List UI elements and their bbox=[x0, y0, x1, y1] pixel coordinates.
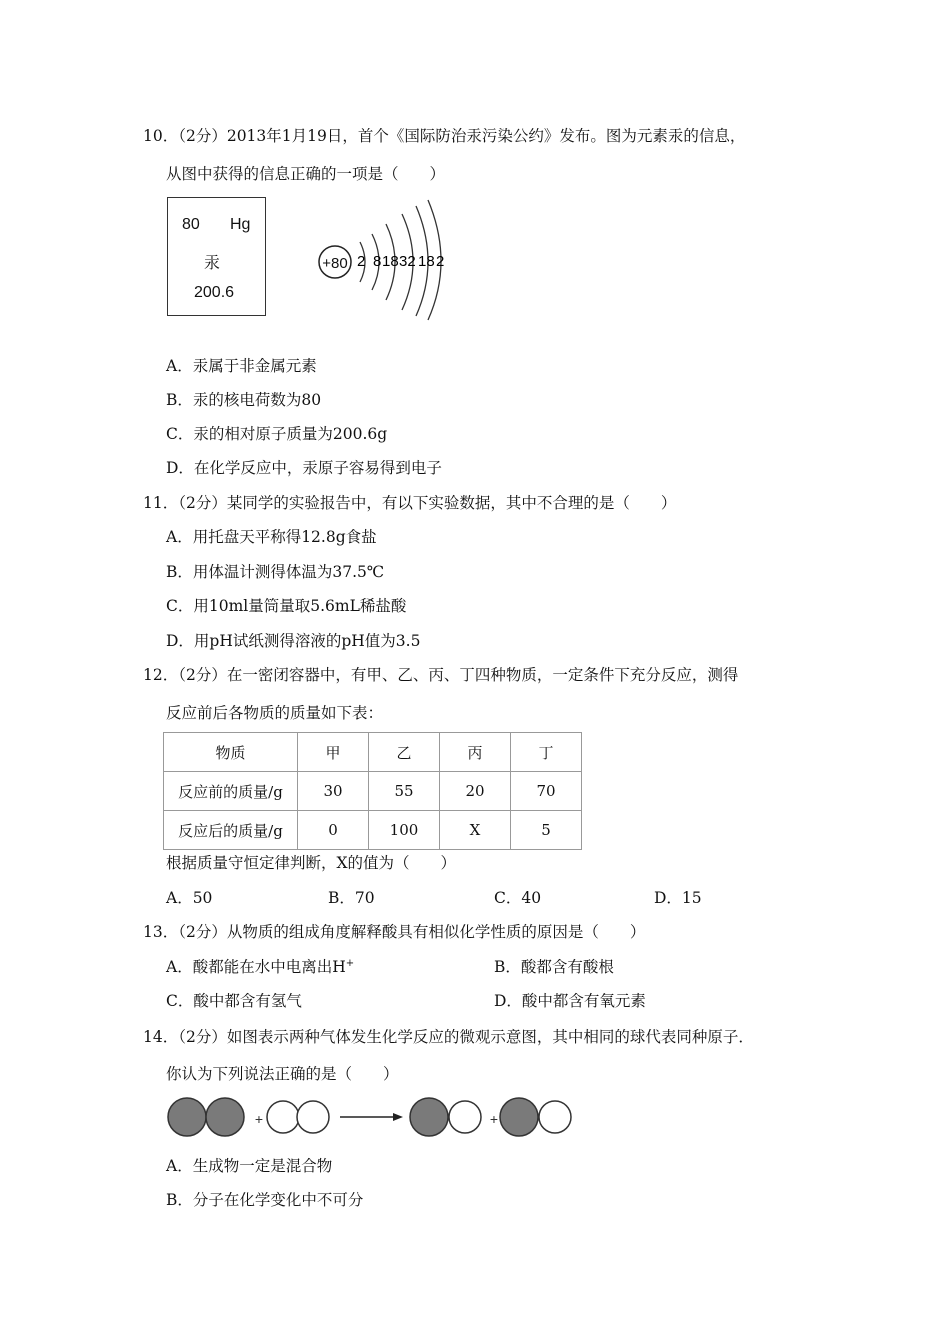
dark-atom bbox=[168, 1098, 206, 1136]
light-atom bbox=[267, 1101, 299, 1133]
q13-option-a-text: A．酸都能在水中电离出H bbox=[166, 958, 346, 976]
q13-option-b[interactable]: B．酸都含有酸根 bbox=[494, 958, 614, 976]
q13-option-c[interactable]: C．酸中都含有氢气 bbox=[166, 992, 302, 1010]
q10-option-b[interactable]: B．汞的核电荷数为80 bbox=[166, 391, 322, 409]
atomic-structure-diagram bbox=[310, 190, 470, 325]
table-cell: 反应后的质量/g bbox=[164, 811, 298, 850]
dark-atom bbox=[206, 1098, 244, 1136]
q10-option-d[interactable]: D．在化学反应中，汞原子容易得到电子 bbox=[166, 459, 442, 477]
light-atom bbox=[539, 1101, 571, 1133]
q14-stem-line1: 14．（2分）如图表示两种气体发生化学反应的微观示意图，其中相同的球代表同种原子． bbox=[143, 1028, 754, 1046]
q14-stem-line2: 你认为下列说法正确的是（ ） bbox=[166, 1065, 399, 1083]
table-header-cell: 乙 bbox=[369, 733, 440, 772]
hydrogen-ion-charge: + bbox=[345, 957, 355, 969]
q12-option-c[interactable]: C．40 bbox=[494, 889, 542, 907]
q14-option-a[interactable]: A．生成物一定是混合物 bbox=[166, 1157, 333, 1175]
table-cell: 70 bbox=[511, 772, 582, 811]
mass-table bbox=[163, 732, 582, 850]
table-cell: 0 bbox=[298, 811, 369, 850]
table-header-cell: 甲 bbox=[298, 733, 369, 772]
shell-electrons-1: 2 bbox=[357, 253, 366, 270]
light-atom bbox=[297, 1101, 329, 1133]
dark-atom bbox=[500, 1098, 538, 1136]
table-cell: X bbox=[440, 811, 511, 850]
plus-sign: + bbox=[489, 1111, 499, 1127]
table-row bbox=[164, 772, 582, 811]
table-header-cell: 丁 bbox=[511, 733, 582, 772]
element-symbol: Hg bbox=[230, 216, 251, 233]
atomic-mass: 200.6 bbox=[194, 284, 235, 301]
shell-electrons-3: 18 bbox=[382, 253, 399, 270]
q13-option-d[interactable]: D．酸中都含有氧元素 bbox=[494, 992, 646, 1010]
element-card bbox=[167, 197, 266, 316]
table-header-cell: 物质 bbox=[164, 733, 298, 772]
q10-option-a[interactable]: A．汞属于非金属元素 bbox=[166, 357, 317, 375]
q13-option-a[interactable] bbox=[166, 957, 354, 977]
table-cell: 反应前的质量/g bbox=[164, 772, 298, 811]
reaction-arrow-head bbox=[393, 1113, 403, 1121]
reaction-diagram bbox=[160, 1093, 580, 1141]
light-atom bbox=[449, 1101, 481, 1133]
q12-stem-line1: 12．（2分）在一密闭容器中，有甲、乙、丙、丁四种物质，一定条件下充分反应，测得 bbox=[143, 666, 739, 684]
table-row bbox=[164, 811, 582, 850]
table-header-cell: 丙 bbox=[440, 733, 511, 772]
q10-option-c[interactable]: C．汞的相对原子质量为200.6g bbox=[166, 425, 388, 443]
q10-stem-line2: 从图中获得的信息正确的一项是（ ） bbox=[166, 165, 446, 183]
q11-option-b[interactable]: B．用体温计测得体温为37.5℃ bbox=[166, 563, 385, 581]
q11-option-a[interactable]: A．用托盘天平称得12.8g食盐 bbox=[166, 528, 377, 546]
q12-option-a[interactable]: A．50 bbox=[166, 889, 213, 907]
dark-atom bbox=[410, 1098, 448, 1136]
plus-sign: + bbox=[254, 1111, 264, 1127]
q10-stem-line1: 10．（2分）2013年1月19日，首个《国际防治汞污染公约》发布。图为元素汞的信息， bbox=[143, 127, 746, 145]
nucleus-charge: +80 bbox=[322, 255, 348, 272]
shell-electrons-6: 2 bbox=[436, 253, 445, 270]
q12-after-text: 根据质量守恒定律判断，X的值为（ ） bbox=[166, 854, 457, 872]
shell-electrons-2: 8 bbox=[373, 253, 382, 270]
table-cell: 100 bbox=[369, 811, 440, 850]
table-cell: 30 bbox=[298, 772, 369, 811]
q11-option-d[interactable]: D．用pH试纸测得溶液的pH值为3.5 bbox=[166, 632, 421, 650]
table-cell: 20 bbox=[440, 772, 511, 811]
q14-option-b[interactable]: B．分子在化学变化中不可分 bbox=[166, 1191, 364, 1209]
q12-option-d[interactable]: D．15 bbox=[654, 889, 702, 907]
q13-stem: 13．（2分）从物质的组成角度解释酸具有相似化学性质的原因是（ ） bbox=[143, 923, 646, 941]
q12-option-b[interactable]: B．70 bbox=[328, 889, 375, 907]
atomic-number: 80 bbox=[182, 216, 200, 233]
q12-stem-line2: 反应前后各物质的质量如下表： bbox=[166, 704, 384, 722]
q11-option-c[interactable]: C．用10ml量筒量取5.6mL稀盐酸 bbox=[166, 597, 407, 615]
table-header-row bbox=[164, 733, 582, 772]
shell-electrons-4: 32 bbox=[399, 253, 416, 270]
table-cell: 55 bbox=[369, 772, 440, 811]
q11-stem: 11．（2分）某同学的实验报告中，有以下实验数据，其中不合理的是（ ） bbox=[143, 494, 677, 512]
element-name: 汞 bbox=[204, 255, 221, 272]
table-cell: 5 bbox=[511, 811, 582, 850]
shell-electrons-5: 18 bbox=[418, 253, 435, 270]
